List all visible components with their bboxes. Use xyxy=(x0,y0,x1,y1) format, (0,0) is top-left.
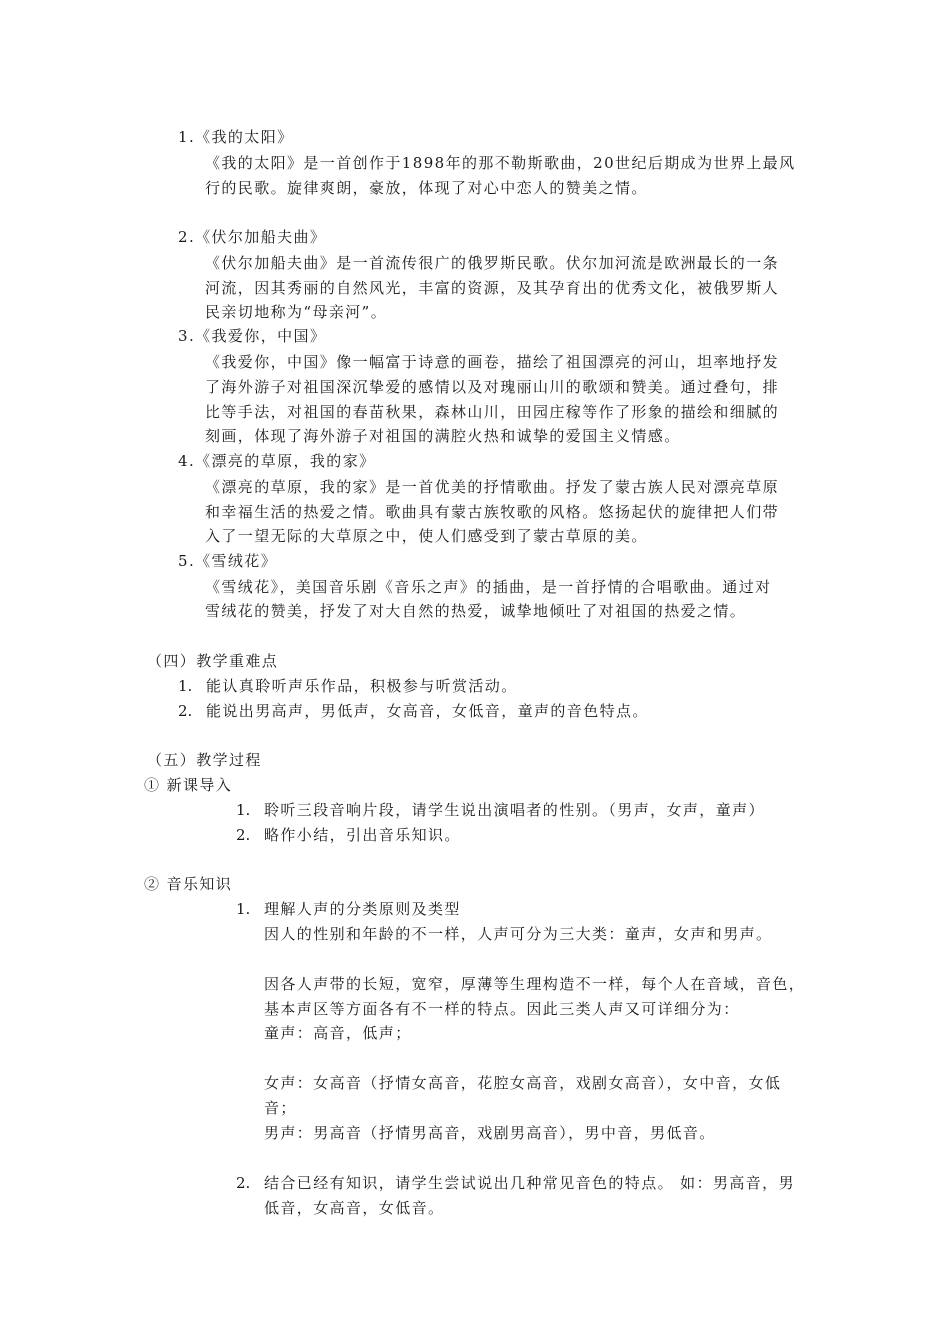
song-2-line-1: 《伏尔加船夫曲》是一首流传很广的俄罗斯民歌。伏尔加河流是欧洲最长的一条 xyxy=(205,254,780,272)
knowledge-item-1-line-1: 理解人声的分类原则及类型 xyxy=(264,900,461,918)
song-4-title: 4.《漂亮的草原，我的家》 xyxy=(178,452,376,470)
knowledge-item-1-line-7: 音； xyxy=(264,1099,297,1117)
knowledge-item-2-number: 2. xyxy=(236,1174,251,1192)
intro-item-1-text: 聆听三段音响片段，请学生说出演唱者的性别。（男声，女声，童声） xyxy=(264,801,765,819)
difficulty-heading: （四）教学重难点 xyxy=(147,652,279,670)
process-heading: （五）教学过程 xyxy=(147,751,262,769)
knowledge-item-2-line-1: 结合已经有知识，请学生尝试说出几种常见音色的特点。 如：男高音，男 xyxy=(264,1174,795,1192)
song-3-line-2: 了海外游子对祖国深沉挚爱的感情以及对瑰丽山川的歌颂和赞美。通过叠句，排 xyxy=(205,378,780,396)
song-2-title: 2.《伏尔加船夫曲》 xyxy=(178,228,327,246)
song-3-title: 3.《我爱你，中国》 xyxy=(178,327,327,345)
difficulty-item-2-text: 能说出男高声，男低声，女高音，女低音，童声的音色特点。 xyxy=(206,702,649,720)
knowledge-item-1-line-5: 童声：高音，低声； xyxy=(264,1024,412,1042)
knowledge-item-1-line-2: 因人的性别和年龄的不一样，人声可分为三大类：童声，女声和男声。 xyxy=(264,925,773,943)
intro-heading: ① 新课导入 xyxy=(144,776,233,794)
difficulty-item-1-number: 1. xyxy=(178,677,193,695)
difficulty-item-1-text: 能认真聆听声乐作品，积极参与听赏活动。 xyxy=(206,677,518,695)
knowledge-item-1-line-8: 男声：男高音（抒情男高音，戏剧男高音），男中音，男低音。 xyxy=(264,1124,716,1142)
song-1-line-2: 行的民歌。旋律爽朗，豪放，体现了对心中恋人的赞美之情。 xyxy=(205,179,648,197)
song-4-line-2: 和幸福生活的热爱之情。歌曲具有蒙古族牧歌的风格。悠扬起伏的旋律把人们带 xyxy=(205,503,780,521)
intro-item-2-text: 略作小结，引出音乐知识。 xyxy=(264,826,461,844)
song-5-line-1: 《雪绒花》，美国音乐剧《音乐之声》的插曲，是一首抒情的合唱歌曲。通过对 xyxy=(205,578,772,596)
difficulty-item-2-number: 2. xyxy=(178,702,193,720)
song-3-line-1: 《我爱你，中国》像一幅富于诗意的画卷，描绘了祖国漂亮的河山，坦率地抒发 xyxy=(205,353,780,371)
intro-item-2-number: 2. xyxy=(236,826,251,844)
song-2-line-3: 民亲切地称为“母亲河”。 xyxy=(205,303,388,321)
song-2-line-2: 河流，因其秀丽的自然风光，丰富的资源，及其孕育出的优秀文化，被俄罗斯人 xyxy=(205,279,780,297)
song-4-line-1: 《漂亮的草原，我的家》是一首优美的抒情歌曲。抒发了蒙古族人民对漂亮草原 xyxy=(205,478,780,496)
song-1-title: 1.《我的太阳》 xyxy=(178,128,294,146)
song-3-line-3: 比等手法，对祖国的春苗秋果，森林山川，田园庄稼等作了形象的描绘和细腻的 xyxy=(205,403,780,421)
knowledge-item-1-line-6: 女声：女高音（抒情女高音，花腔女高音，戏剧女高音），女中音，女低 xyxy=(264,1074,782,1092)
intro-item-1-number: 1. xyxy=(236,801,251,819)
knowledge-item-2-line-2: 低音，女高音，女低音。 xyxy=(264,1199,445,1217)
knowledge-item-1-line-4: 基本声区等方面各有不一样的特点。因此三类人声又可详细分为： xyxy=(264,1000,740,1018)
knowledge-item-1-number: 1. xyxy=(236,900,251,918)
song-4-line-3: 入了一望无际的大草原之中，使人们感受到了蒙古草原的美。 xyxy=(205,527,648,545)
knowledge-item-1-line-3: 因各人声带的长短，宽窄，厚薄等生理构造不一样，每个人在音域，音色， xyxy=(264,975,806,993)
song-5-line-2: 雪绒花的赞美，抒发了对大自然的热爱，诚挚地倾吐了对祖国的热爱之情。 xyxy=(205,602,747,620)
knowledge-heading: ② 音乐知识 xyxy=(144,875,233,893)
song-5-title: 5.《雪绒花》 xyxy=(178,552,278,570)
song-3-line-4: 刻画，体现了海外游子对祖国的满腔火热和诚挚的爱国主义情感。 xyxy=(205,427,681,445)
song-1-line-1: 《我的太阳》是一首创作于1898年的那不勒斯歌曲，20世纪后期成为世界上最风 xyxy=(205,154,796,172)
